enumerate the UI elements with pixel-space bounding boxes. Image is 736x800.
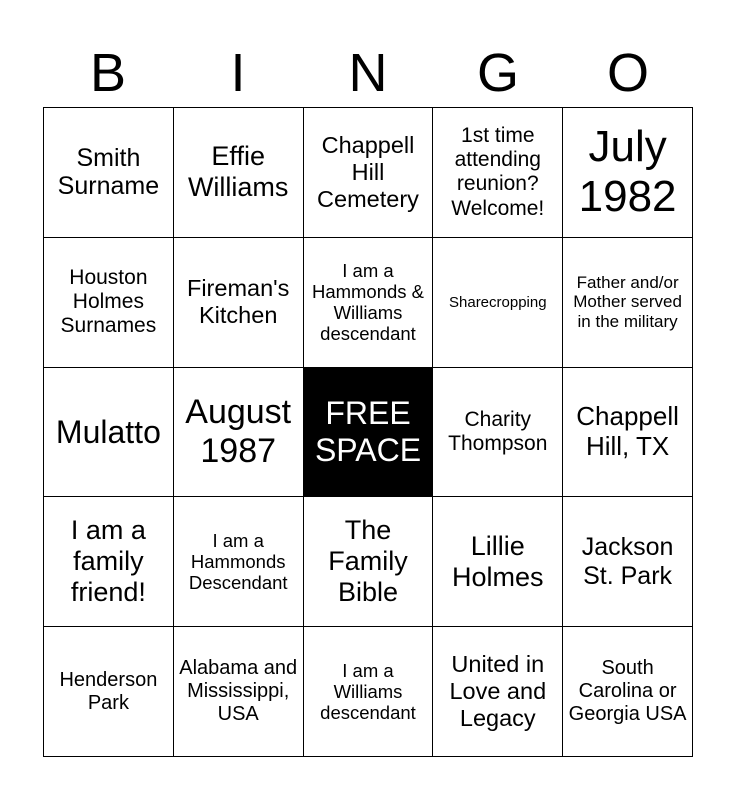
bingo-cell[interactable]: Effie Williams <box>174 108 304 238</box>
bingo-cell[interactable]: Sharecropping <box>433 238 563 368</box>
bingo-cell[interactable]: Houston Holmes Surnames <box>44 238 174 368</box>
bingo-cell[interactable]: Father and/or Mother served in the military <box>563 238 693 368</box>
bingo-cell[interactable]: Lillie Holmes <box>433 497 563 627</box>
bingo-cell[interactable]: 1st time attending reunion? Welcome! <box>433 108 563 238</box>
bingo-cell[interactable]: I am a Hammonds Descendant <box>174 497 304 627</box>
bingo-cell[interactable]: Chappell Hill, TX <box>563 368 693 498</box>
bingo-cell[interactable]: July 1982 <box>563 108 693 238</box>
bingo-cell[interactable]: United in Love and Legacy <box>433 627 563 757</box>
bingo-cell[interactable]: Fireman's Kitchen <box>174 238 304 368</box>
bingo-cell[interactable]: I am a family friend! <box>44 497 174 627</box>
bingo-cell[interactable]: Jackson St. Park <box>563 497 693 627</box>
bingo-cell[interactable]: The Family Bible <box>304 497 434 627</box>
free-space-cell[interactable]: FREE SPACE <box>304 368 434 498</box>
bingo-cell[interactable]: Charity Thompson <box>433 368 563 498</box>
bingo-cell[interactable]: Mulatto <box>44 368 174 498</box>
header-letter-i: I <box>230 43 246 103</box>
bingo-cell[interactable]: Smith Surname <box>44 108 174 238</box>
header-letter-n: N <box>348 43 388 103</box>
bingo-cell[interactable]: South Carolina or Georgia USA <box>563 627 693 757</box>
bingo-cell[interactable]: Chappell Hill Cemetery <box>304 108 434 238</box>
header-letter-o: O <box>606 43 649 103</box>
bingo-cell[interactable]: August 1987 <box>174 368 304 498</box>
bingo-cell[interactable]: I am a Williams descendant <box>304 627 434 757</box>
header-letter-b: B <box>89 43 127 103</box>
bingo-cell[interactable]: I am a Hammonds & Williams descendant <box>304 238 434 368</box>
bingo-header <box>43 40 693 106</box>
bingo-board <box>43 107 693 757</box>
bingo-cell[interactable]: Henderson Park <box>44 627 174 757</box>
bingo-cell[interactable]: Alabama and Mississippi, USA <box>174 627 304 757</box>
header-letter-g: G <box>476 43 519 103</box>
